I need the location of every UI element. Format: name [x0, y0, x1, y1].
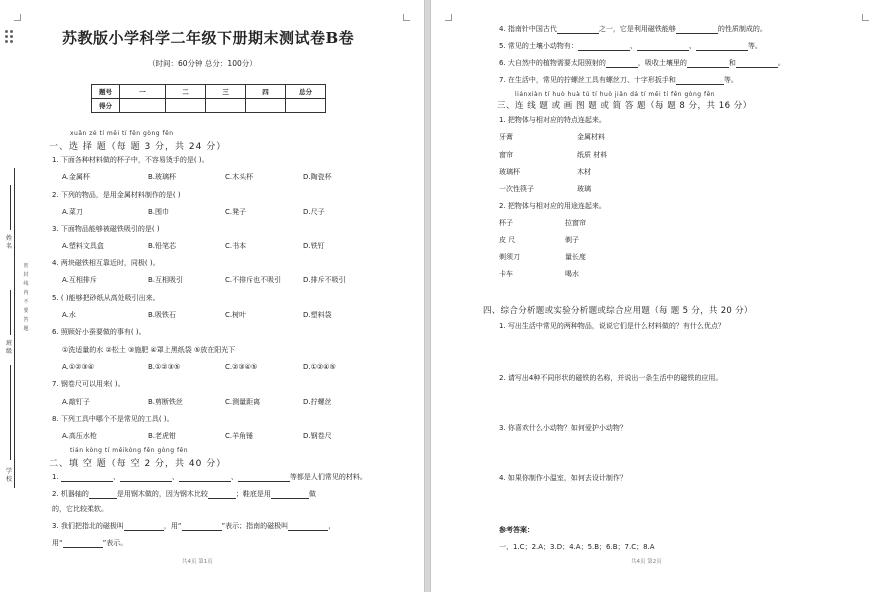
text: 3. 我们把指北的磁极叫 [52, 522, 124, 530]
text: ；鞋底是用 [235, 490, 271, 498]
question: 8. 下列工具中哪个不是常见的工具( )。 [52, 415, 174, 423]
text: ”表示；指南的磁极叫 [221, 522, 289, 530]
text: 的，它比较柔软。 [52, 505, 108, 513]
option: A.高压水枪 [62, 432, 97, 440]
option: A.敲钉子 [62, 398, 90, 406]
binding-line [14, 168, 15, 488]
text: 是用钢木做的，因为钢木比较 [116, 490, 208, 498]
text: ”表示。 [102, 539, 128, 547]
match-left-item[interactable]: 皮 尺 [499, 236, 516, 244]
option: D.塑料袋 [303, 311, 332, 319]
section3-pinyin: liánxiàn tí huò huà tú tí huò jiǎn dá tí měi tí fēn gòng fēn [515, 91, 716, 98]
option: D.钢卷尺 [303, 432, 332, 440]
match-right-item[interactable]: 纸质 材料 [577, 151, 608, 159]
exam-page-1 [0, 0, 424, 592]
answer-blank[interactable] [182, 523, 222, 531]
fill-question-7 [499, 76, 738, 85]
text: 。 [777, 59, 785, 67]
section1-pinyin: xuǎn zé tí měi tí fēn gòng fēn [70, 130, 174, 137]
answer-blank[interactable] [271, 491, 309, 499]
section3-title: 三、连 线 题 或 画 图 题 或 简 答 题（每 题 8 分，共 16 分） [497, 101, 752, 111]
score-header-cell: 总分 [286, 85, 326, 99]
answer-blank[interactable] [63, 540, 103, 548]
answer-blank[interactable] [124, 523, 164, 531]
answer-blank[interactable] [696, 43, 748, 51]
option: D.陶瓷杯 [303, 173, 332, 181]
score-header-cell: 四 [246, 85, 286, 99]
option: A.互相排斥 [62, 276, 97, 284]
match-left-item[interactable]: 剃须刀 [499, 253, 520, 261]
name-blank-line [10, 185, 11, 230]
exam-page-2 [431, 0, 883, 592]
match-right-item[interactable]: 剃子 [565, 236, 579, 244]
answer-blank[interactable] [578, 43, 630, 51]
question: 2. 把物体与相对应的用途连起来。 [499, 202, 606, 210]
text: ，吸收土壤里的 [637, 59, 687, 67]
option: A.菜刀 [62, 208, 83, 216]
score-row-label: 得分 [92, 99, 120, 113]
answers-title: 参考答案： [499, 526, 534, 534]
option: C.羊角锤 [225, 432, 254, 440]
option: D.拧螺丝 [303, 398, 332, 406]
exam-subtitle: （时间：60分钟 总分：100分） [148, 59, 257, 68]
text: 5. 常见的土壤小动物有： [499, 42, 578, 50]
answer-blank[interactable] [557, 26, 599, 34]
page-gap [424, 0, 431, 592]
question: 6. 照顾好小蚕要做的事有( )。 [52, 328, 146, 336]
score-cell[interactable] [286, 99, 326, 113]
text: 之一，它是利用磁铁能够 [598, 25, 676, 33]
text: 的性质制成的。 [717, 25, 767, 33]
text: ， [328, 522, 336, 530]
option: C.凳子 [225, 208, 247, 216]
crop-mark [445, 14, 452, 21]
binding-class-label: 班级 [5, 340, 12, 355]
match-left-item[interactable]: 牙膏 [499, 133, 513, 141]
score-cell[interactable] [166, 99, 206, 113]
option: B.吸铁石 [148, 311, 177, 319]
text: 用“ [52, 539, 63, 547]
match-left-item[interactable]: 一次性筷子 [499, 185, 534, 193]
question: 3. 下面物品能够被磁铁吸引的是( ) [52, 225, 160, 233]
crop-mark [862, 14, 869, 21]
question: 1. 把物体与相对应的特点连起来。 [499, 116, 606, 124]
option: C.不排斥也不吸引 [225, 276, 282, 284]
fill-question-1: 1. 、 、 、 等都是人们常见的材料。 [52, 473, 367, 481]
text: 6. 大自然中的植物需要太阳照射的 [499, 59, 606, 67]
answer-blank[interactable] [687, 60, 729, 68]
page-footer: 共4页 第2页 [631, 559, 662, 565]
text: 做 [308, 490, 316, 498]
question: 4. 两块磁铁相互靠近时，同极( )。 [52, 259, 160, 267]
answer-blank[interactable] [676, 77, 724, 85]
option: B.互相吸引 [148, 276, 184, 284]
text: 1. [52, 473, 59, 481]
text: 7. 在生活中，常见的拧螺丝工具有螺丝刀、十字形扳手和 [499, 76, 676, 84]
fill-question-2 [52, 490, 316, 499]
score-header-cell: 题号 [92, 85, 120, 99]
class-blank-line [10, 290, 11, 335]
school-blank-line [10, 365, 11, 460]
option: A.金属杯 [62, 173, 90, 181]
option: B.老虎钳 [148, 432, 177, 440]
fill-question-5 [499, 42, 762, 51]
question: 1. 写出生活中常见的两种物品，说说它们是什么材料做的？有什么优点？ [499, 322, 725, 330]
score-header-cell: 二 [166, 85, 206, 99]
match-right-item[interactable]: 拉窗帘 [565, 219, 586, 227]
fill-question-3 [52, 522, 335, 531]
option: A.①②③④ [62, 363, 94, 371]
score-table [91, 84, 326, 113]
match-left-item[interactable]: 杯子 [499, 219, 513, 227]
option: D.铁钉 [303, 242, 325, 250]
exam-title: 苏教版小学科学二年级下册期末测试卷B卷 [62, 29, 355, 47]
question: 4. 如果你制作小温室，如何去设计制作？ [499, 474, 627, 482]
answer-blank[interactable] [606, 60, 638, 68]
text: ，用“ [163, 522, 182, 530]
answer-blank[interactable] [736, 60, 778, 68]
question: 1. 下面各种材料做的杯子中，不容易烫手的是( )。 [52, 156, 209, 164]
binding-warning: 密封线内不要答题 [23, 263, 29, 332]
answer-blank[interactable] [89, 491, 117, 499]
question: 2. 下列的物品，是用金属材料制作的是( ) [52, 191, 181, 199]
option: C.书本 [225, 242, 247, 250]
option: B.剪断铁丝 [148, 398, 184, 406]
question-items: ①洗适量的水 ②松土 ③施肥 ④罩上黑纸袋 ⑤放在阳光下 [62, 346, 236, 354]
text: 等都是人们常见的材料。 [289, 473, 367, 481]
score-header-cell: 一 [120, 85, 166, 99]
option: B.①②③⑤ [148, 363, 181, 371]
option: C.树叶 [225, 311, 247, 319]
text: 2. 机器轴的 [52, 490, 89, 498]
answer-blank[interactable] [208, 491, 236, 499]
answer-blank[interactable] [61, 474, 113, 482]
binding-school-label: 学校 [5, 468, 12, 483]
match-right-item[interactable]: 玻璃 [577, 185, 591, 193]
crop-mark [14, 14, 21, 21]
match-right-item[interactable]: 木材 [577, 168, 591, 176]
question: 7. 钢卷尺可以用来( )。 [52, 380, 125, 388]
section1-title: 一、选 择 题（每 题 3 分，共 24 分） [49, 142, 227, 152]
page-footer: 共4页 第1页 [182, 559, 213, 565]
option: A.塑料文具盒 [62, 242, 104, 250]
binding-name-label: 姓名 [5, 235, 12, 250]
match-left-item[interactable]: 窗帘 [499, 151, 513, 159]
answer-blank[interactable] [676, 26, 718, 34]
fill-question-6 [499, 59, 785, 68]
text: 等。 [747, 42, 762, 50]
drag-handle-icon[interactable] [5, 30, 14, 44]
option: C.木头杯 [225, 173, 254, 181]
question: 5. ( )能够把砂纸从高处吸引出来。 [52, 294, 160, 302]
option: D.排斥不吸引 [303, 276, 346, 284]
text: 、 [629, 42, 637, 50]
fill-question-3-cont [52, 539, 127, 548]
score-cell[interactable] [206, 99, 246, 113]
answer-blank[interactable] [238, 474, 290, 482]
section4-title: 四、综合分析题或实验分析题或综合应用题（每 题 5 分，共 20 分） [483, 306, 753, 316]
score-cell[interactable] [246, 99, 286, 113]
score-cell[interactable] [120, 99, 166, 113]
option: C.测量距离 [225, 398, 261, 406]
crop-mark [403, 14, 410, 21]
question: 2. 请写出4种不同形状的磁铁的名称，并说出一条生活中的磁铁的应用。 [499, 374, 723, 382]
fill-question-4 [499, 25, 767, 34]
question: 3. 你喜欢什么小动物？如何爱护小动物？ [499, 424, 627, 432]
answer-blank[interactable] [120, 474, 172, 482]
option: B.玻璃杯 [148, 173, 177, 181]
option: B.围巾 [148, 208, 170, 216]
answer-blank[interactable] [179, 474, 231, 482]
match-right-item[interactable]: 喝水 [565, 270, 579, 278]
text: 等。 [723, 76, 738, 84]
option: C.②③④⑤ [225, 363, 258, 371]
option: A.水 [62, 311, 76, 319]
text: 4. 指南针中国古代 [499, 25, 557, 33]
answer-blank[interactable] [288, 523, 328, 531]
section2-title: 二、填 空 题（每 空 2 分，共 40 分） [49, 459, 227, 469]
answer-blank[interactable] [637, 43, 689, 51]
match-left-item[interactable]: 卡车 [499, 270, 513, 278]
match-left-item[interactable]: 玻璃杯 [499, 168, 520, 176]
match-right-item[interactable]: 量长度 [565, 253, 586, 261]
option: B.铅笔芯 [148, 242, 177, 250]
option: D.尺子 [303, 208, 325, 216]
section2-pinyin: tián kòng tí měikòng fēn gòng fēn [70, 447, 189, 454]
score-header-cell: 三 [206, 85, 246, 99]
text: 、 [688, 42, 696, 50]
match-right-item[interactable]: 金属材料 [577, 133, 605, 141]
answers-line: 一、1.C；2.A；3.D；4.A；5.B；6.B；7.C；8.A [499, 543, 655, 551]
text: 和 [728, 59, 736, 67]
option: D.①②④⑤ [303, 363, 336, 371]
